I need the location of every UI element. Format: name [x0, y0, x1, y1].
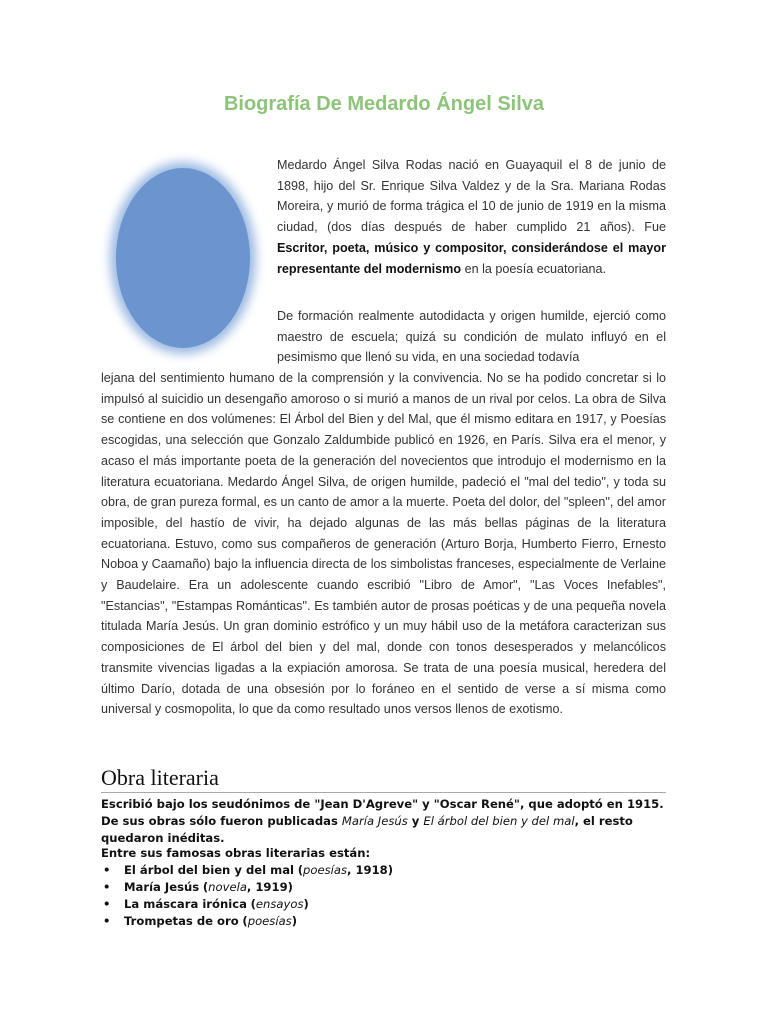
work-genre: poesías	[303, 863, 347, 877]
list-item: • La máscara irónica (ensayos)	[103, 897, 309, 911]
bullet-icon: •	[103, 897, 111, 911]
portrait-image	[110, 160, 256, 356]
works-list	[101, 862, 666, 930]
list-heading: Entre sus famosas obras literarias están:	[101, 846, 371, 860]
work-genre: ensayos	[255, 897, 304, 911]
section-heading: Obra literaria	[101, 764, 666, 793]
work-year: , 1919	[246, 880, 288, 894]
obra-intro	[101, 796, 666, 847]
page-title: Biografía De Medardo Ángel Silva	[223, 93, 545, 115]
intro-text: Escribió bajo los seudónimos de "Jean D'Agreve" y "Oscar René", que adoptó en 1915. De sus obras sólo fueron publicadas	[101, 797, 664, 828]
bio-bold-text: modernismo	[385, 261, 462, 276]
list-item: • María Jesús (novela, 1919)	[103, 880, 293, 894]
work-title: La máscara irónica	[124, 897, 247, 911]
work-genre: poesías	[247, 914, 292, 928]
intro-italic: El árbol del bien y del mal	[423, 814, 575, 828]
bullet-icon: •	[103, 880, 111, 894]
work-title: María Jesús	[124, 880, 200, 894]
work-year: , 1918	[347, 863, 388, 877]
bio-bold-text: Escritor, poeta, músico y compositor, considerándose el mayor representante del	[277, 240, 666, 276]
intro-italic: María Jesús	[341, 814, 408, 828]
work-genre: novela	[208, 880, 247, 894]
bio-text: en la poesía ecuatoriana.	[461, 261, 607, 276]
list-item: • El árbol del bien y del mal (poesías, 1918)	[103, 863, 394, 877]
intro-text: y	[407, 814, 424, 828]
work-title: El árbol del bien y del mal	[124, 863, 294, 877]
bio-text: Medardo Ángel Silva Rodas nació en Guayaquil el 8 de junio de 1898, hijo del Sr. Enrique Silva Valdez y de la Sra. Mariana Rodas Moreira, y murió de forma trágica el 10 de junio de 1919 en la misma ciudad, (dos días después de haber cumplido 21 años). Fue	[277, 158, 666, 235]
list-item: • Trompetas de oro (poesías)	[103, 914, 298, 928]
bullet-icon: •	[103, 863, 111, 877]
bullet-icon: •	[103, 914, 111, 928]
bio-paragraph-2-rest: lejana del sentimiento humano de la comprensión y la convivencia. No se ha podido concretar si lo impulsó al suicidio un desengaño amoroso o si murió a manos de un rival por celos. La obra de Silva se contiene en dos volúmenes: El Árbol del Bien y del Mal, que él mismo editara en 1917, y Poesías escogidas, una selección que Gonzalo Zaldumbide publicó en 1926, en París. Silva era el menor, y acaso el más importante poeta de la generación del novecientos que introdujo el modernismo en la literatura ecuatoriana. Medardo Ángel Silva, de origen humilde, padeció el "mal del tedio", y toda su obra, de gran pureza formal, es un canto de amor a la muerte. Poeta del dolor, del "spleen", del amor imposible, del hastío de vivir, ha dejado algunas de las más bellas páginas de la literatura ecuatoriana. Estuvo, como sus compañeros de generación (Arturo Borja, Humberto Fierro, Ernesto Noboa y Caamaño) bajo la influencia directa de los simbolistas franceses, especialmente de Verlaine y Baudelaire. Era un adolescente cuando escribió "Libro de Amor", "Las Voces Inefables", "Estancias", "Estampas Románticas". Es también autor de prosas poéticas y de una pequeña novela titulada María Jesús. Un gran dominio estrófico y un muy hábil uso de la metáfora caracterizan sus composiciones de El árbol del bien y del mal, donde con tonos desesperados y melancólicos transmite vivencias ligadas a la expiación amorosa. Se trata de una poesía musical, heredera del último Darío, dotada de una obsesión por lo foráneo en el sentido de verse a sí misma como universal y cosmopolita, lo que da como resultado unos versos llenos de exotismo.	[101, 371, 666, 717]
portrait-oval-shape	[116, 168, 250, 348]
bio-paragraph-1	[277, 155, 666, 279]
intro-text: , el resto quedaron inéditas.	[101, 814, 633, 845]
bio-paragraph-2-start: De formación realmente autodidacta y origen humilde, ejerció como maestro de escuela; quizá su condición de mulato influyó en el pesimismo que llenó su vida, en una sociedad todavía	[277, 309, 666, 365]
work-title: Trompetas de oro	[124, 914, 239, 928]
